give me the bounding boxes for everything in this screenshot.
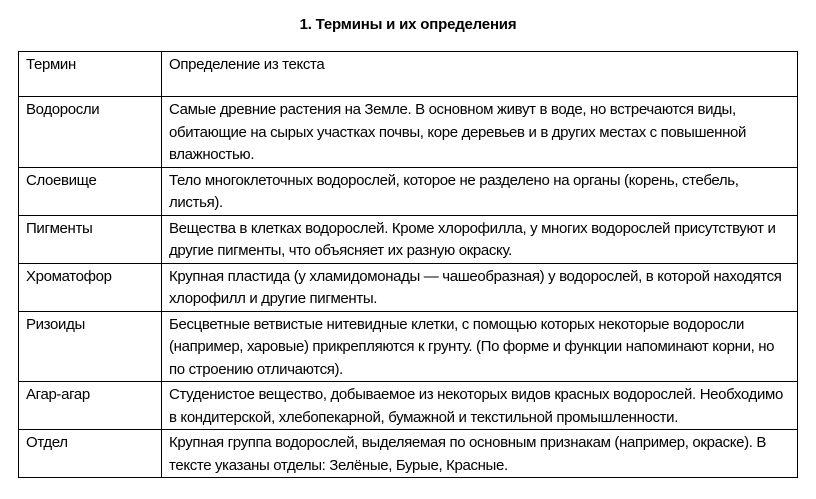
table-row: [19, 430, 798, 478]
term-cell: Хроматофор: [19, 263, 162, 311]
header-definition: Определение из текста: [162, 52, 798, 97]
table-row: [19, 97, 798, 168]
term-cell: Ризоиды: [19, 311, 162, 382]
definition-cell: Самые древние растения на Земле. В основном живут в воде, но встречаются виды, обитающие на сырых участках почвы, коре деревьев и в других местах с повышенной влажностью.: [162, 97, 798, 168]
term-cell: Слоевище: [19, 167, 162, 215]
term-cell: Водоросли: [19, 97, 162, 168]
header-term: Термин: [19, 52, 162, 97]
document-title: 1. Термины и их определения: [299, 16, 517, 33]
term-cell: Отдел: [19, 430, 162, 478]
definition-cell: Тело многоклеточных водорослей, которое не разделено на органы (корень, стебель, листья).: [162, 167, 798, 215]
definition-cell: Вещества в клетках водорослей. Кроме хлорофилла, у многих водорослей присутствуют и другие пигменты, что объясняет их разную окраску.: [162, 215, 798, 263]
table-row: [19, 215, 798, 263]
definition-cell: Крупная группа водорослей, выделяемая по основным признакам (например, окраске). В тексте указаны отделы: Зелёные, Бурые, Красные.: [162, 430, 798, 478]
table-row: [19, 263, 798, 311]
table-header-row: [19, 52, 798, 97]
definition-cell: Бесцветные ветвистые нитевидные клетки, с помощью которых некоторые водоросли (например, харовые) прикрепляются к грунту. (По форме и функции напоминают корни, но по строению отличаются).: [162, 311, 798, 382]
definition-cell: Крупная пластида (у хламидомонады — чашеобразная) у водорослей, в которой находятся хлорофилл и другие пигменты.: [162, 263, 798, 311]
table-row: [19, 382, 798, 430]
table-row: [19, 311, 798, 382]
term-cell: Агар-агар: [19, 382, 162, 430]
term-cell: Пигменты: [19, 215, 162, 263]
definition-cell: Студенистое вещество, добываемое из некоторых видов красных водорослей. Необходимо в кондитерской, хлебопекарной, бумажной и текстильной промышленности.: [162, 382, 798, 430]
terms-table: [18, 51, 798, 478]
table-row: [19, 167, 798, 215]
